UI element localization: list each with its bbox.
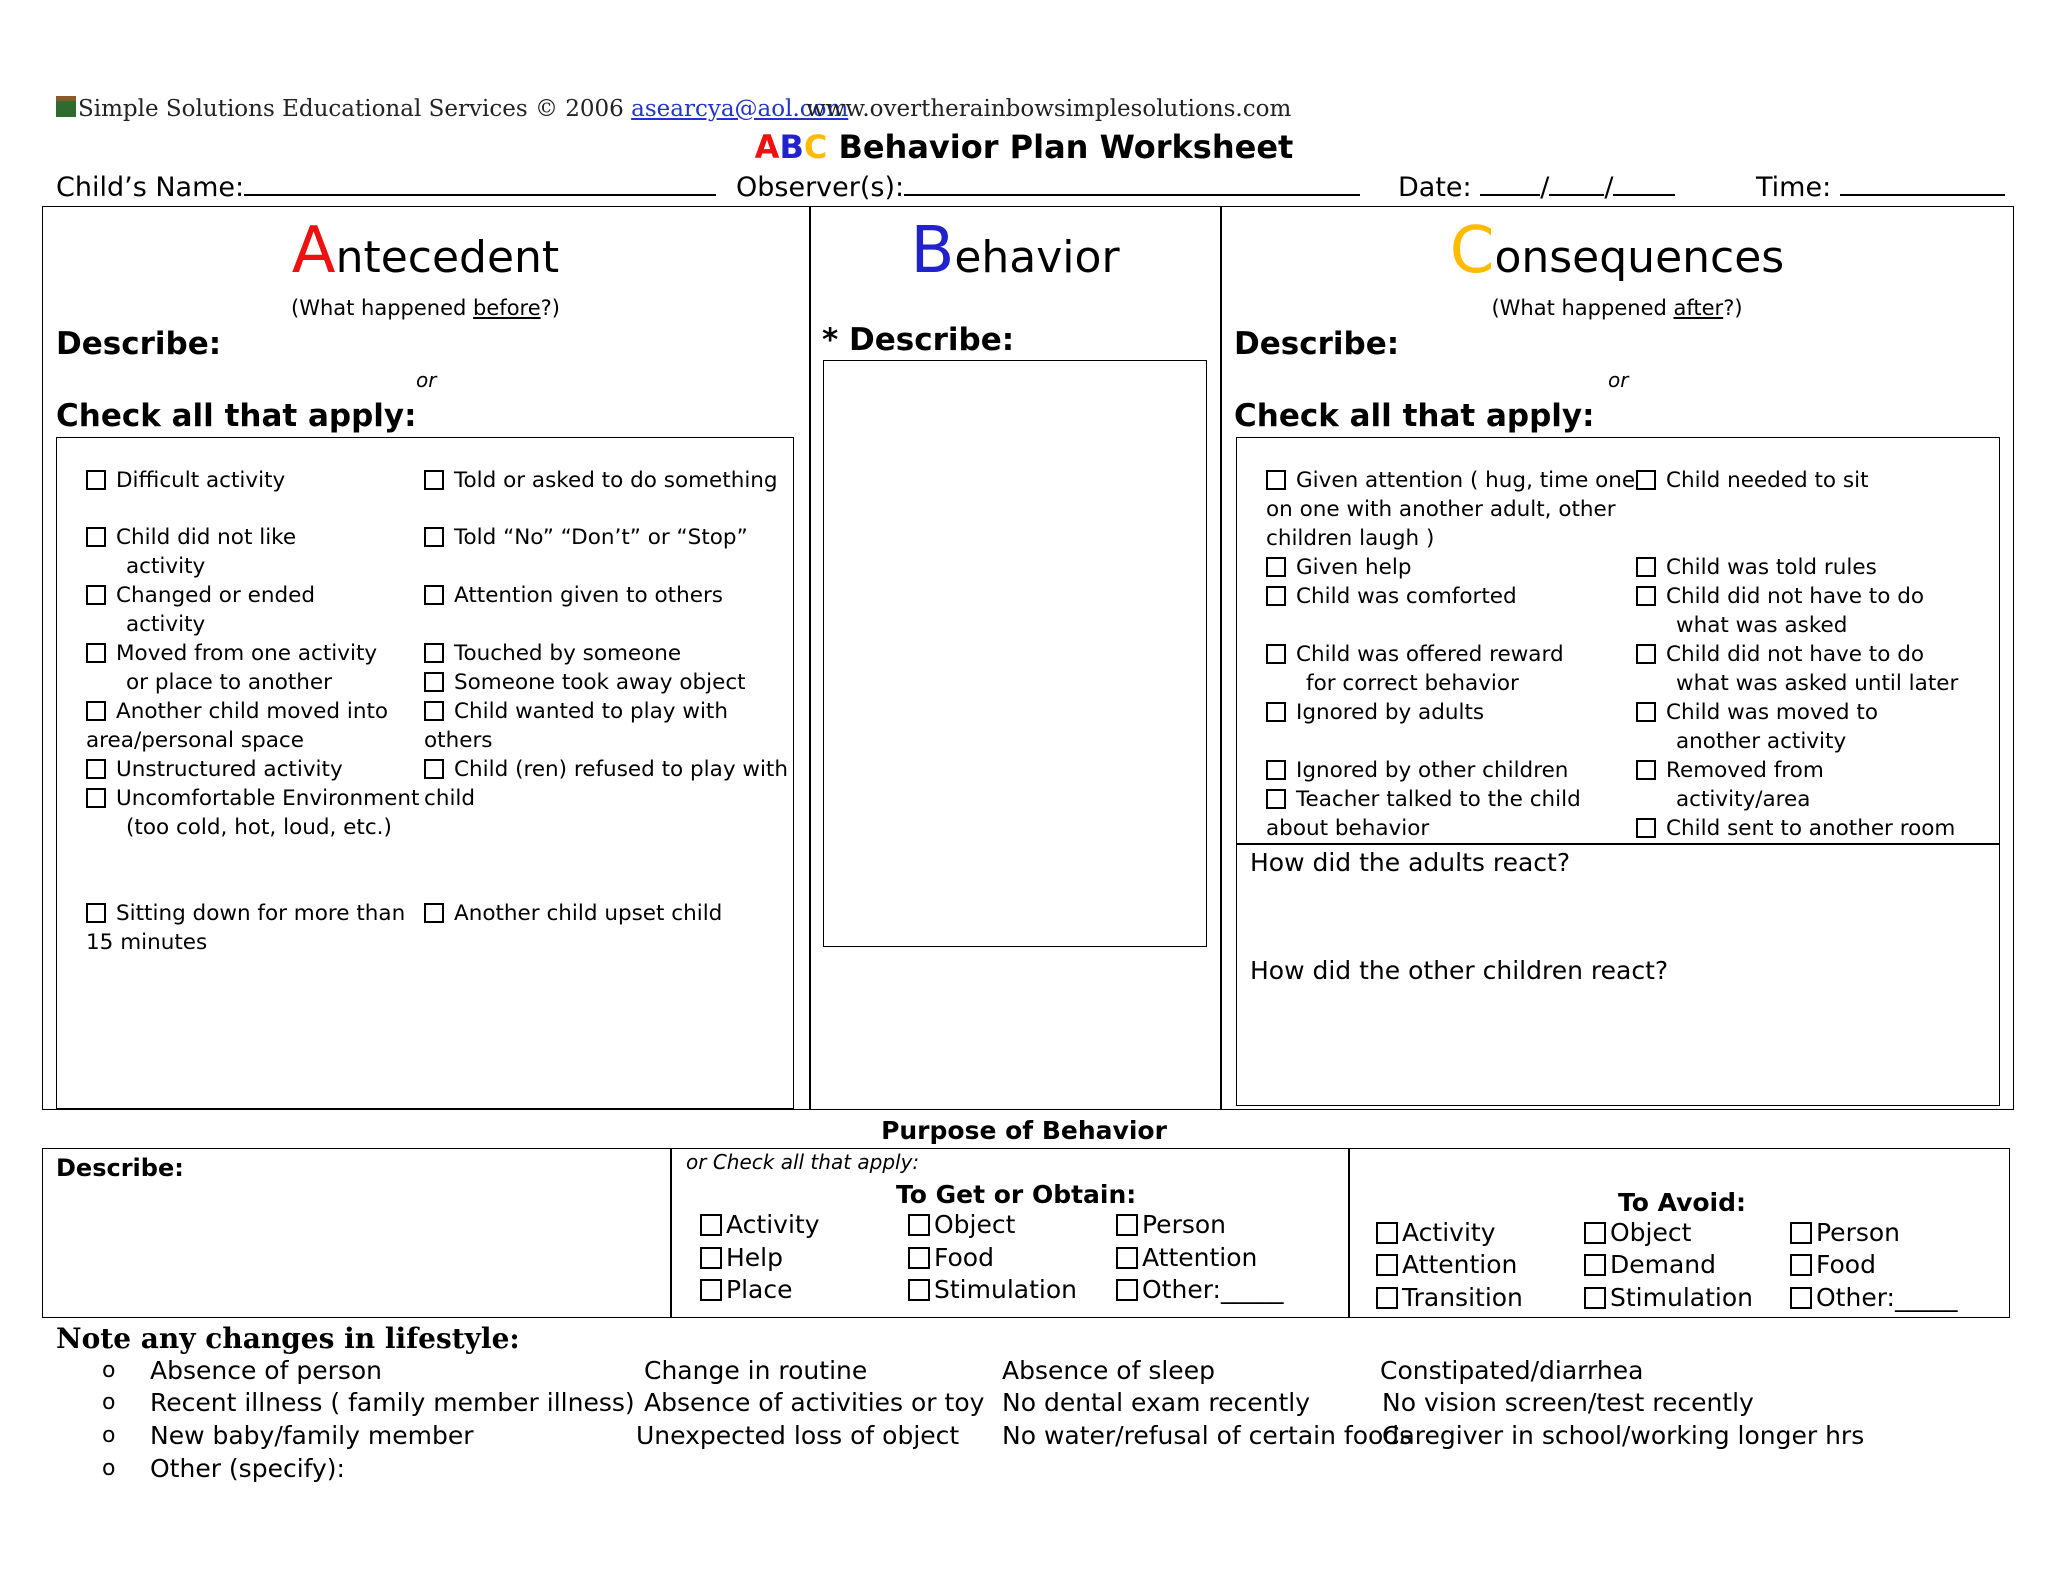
checkbox-item[interactable]	[424, 581, 723, 610]
purpose-label: Attention	[1142, 1243, 1258, 1272]
purpose-avoid-item[interactable]	[1376, 1218, 1496, 1247]
checkbox-label: Told or asked to do something	[454, 468, 778, 493]
purpose-title: Purpose of Behavior	[881, 1116, 1167, 1145]
logo-icon	[56, 96, 76, 117]
consequences-heading: Consequences	[1449, 214, 1785, 288]
purpose-get-item[interactable]	[1116, 1243, 1257, 1272]
checkbox-item[interactable]	[424, 639, 681, 668]
purpose-label: Object	[1610, 1218, 1692, 1247]
purpose-label: Stimulation	[934, 1275, 1077, 1304]
checkbox-label: Child did not like	[116, 525, 297, 550]
adults-react-question: How did the adults react?	[1250, 848, 1571, 877]
checkbox[interactable]	[1636, 760, 1656, 780]
checkbox[interactable]	[1376, 1287, 1398, 1309]
lifestyle-item[interactable]: Caregiver in school/working longer hrs	[1382, 1421, 1865, 1450]
divider	[809, 206, 811, 1110]
checkbox-label-cont: (too cold, hot, loud, etc.)	[126, 815, 392, 840]
checkbox[interactable]	[424, 759, 444, 779]
checkbox-label: Child did not have to do	[1666, 584, 1925, 609]
purpose-label: Person	[1142, 1210, 1227, 1239]
checkbox[interactable]	[908, 1214, 930, 1236]
checkbox[interactable]	[1636, 644, 1656, 664]
checkbox-label-cont: area/personal space	[86, 728, 304, 753]
checkbox-label: Child needed to sit	[1666, 468, 1869, 493]
checkbox[interactable]	[1790, 1222, 1812, 1244]
divider	[1236, 843, 2000, 845]
checkbox-label: Child sent to another room	[1666, 816, 1956, 841]
bullet-icon: o	[102, 1390, 116, 1415]
purpose-label: Food	[934, 1243, 994, 1272]
checkbox[interactable]	[1116, 1214, 1138, 1236]
checkbox-label-cont: what was asked	[1676, 613, 1848, 638]
checkbox[interactable]	[86, 470, 106, 490]
checkbox-label: Child was offered reward	[1296, 642, 1564, 667]
checkbox[interactable]	[1266, 702, 1286, 722]
purpose-avoid-item[interactable]	[1376, 1283, 1523, 1312]
checkbox-label: Child was told rules	[1666, 555, 1877, 580]
checkbox-item[interactable]	[86, 697, 388, 755]
checkbox-item[interactable]	[1636, 814, 1955, 843]
to-get-title: To Get or Obtain:	[896, 1180, 1137, 1209]
checkbox[interactable]	[908, 1279, 930, 1301]
checkbox[interactable]	[424, 672, 444, 692]
checkbox[interactable]	[86, 527, 106, 547]
checkbox-item[interactable]	[86, 466, 285, 495]
divider	[1220, 206, 1222, 1110]
purpose-label: Transition	[1402, 1283, 1523, 1312]
antecedent-subtitle: (What happened before?)	[291, 296, 560, 320]
website-text: www.overtherainbowsimplesolutions.com	[806, 96, 1292, 122]
checkbox-label-cont: another activity	[1676, 729, 1847, 754]
purpose-describe-label: Describe:	[56, 1154, 184, 1182]
checkbox-label: Given attention ( hug, time one	[1296, 468, 1636, 493]
checkbox-label: Ignored by other children	[1296, 758, 1569, 783]
checkbox-label: Unstructured activity	[116, 757, 343, 782]
checkbox[interactable]	[1636, 470, 1656, 490]
checkbox-item[interactable]	[1636, 640, 1958, 698]
checkbox-label: Uncomfortable Environment	[116, 786, 420, 811]
checkbox-label: Teacher talked to the child	[1296, 787, 1581, 812]
checkbox-label-cont: or place to another	[126, 670, 333, 695]
checkbox[interactable]	[1584, 1222, 1606, 1244]
child-name-field[interactable]: Child’s Name:	[56, 172, 716, 203]
checkbox-label-cont: for correct behavior	[1306, 671, 1519, 696]
checkbox-label: Sitting down for more than	[116, 901, 406, 926]
checkbox[interactable]	[424, 527, 444, 547]
checkbox[interactable]	[1266, 557, 1286, 577]
children-react-question: How did the other children react?	[1250, 956, 1669, 985]
checkbox-label: Touched by someone	[454, 641, 682, 666]
lifestyle-item[interactable]: New baby/family member	[150, 1421, 474, 1450]
purpose-get-item[interactable]	[908, 1210, 1015, 1239]
purpose-label: Activity	[1402, 1218, 1496, 1247]
behavior-heading: Behavior	[910, 214, 1120, 288]
purpose-label: Demand	[1610, 1250, 1717, 1279]
purpose-get-item[interactable]	[1116, 1210, 1226, 1239]
checkbox-label-cont: others	[424, 728, 493, 753]
checkbox[interactable]	[700, 1247, 722, 1269]
checkbox[interactable]	[86, 788, 106, 808]
purpose-avoid-item[interactable]	[1584, 1218, 1691, 1247]
divider	[670, 1148, 672, 1318]
checkbox-item[interactable]	[1636, 698, 1878, 756]
checkbox[interactable]	[908, 1247, 930, 1269]
page-title: ABC Behavior Plan Worksheet	[754, 128, 1294, 166]
lifestyle-item[interactable]: Absence of activities or toy	[644, 1388, 985, 1417]
purpose-label: Food	[1816, 1250, 1876, 1279]
consequences-subtitle: (What happened after?)	[1491, 296, 1743, 320]
checkbox-label: Removed from	[1666, 758, 1824, 783]
checkbox[interactable]	[424, 701, 444, 721]
checkbox[interactable]	[424, 585, 444, 605]
lifestyle-item[interactable]: Absence of person	[150, 1356, 383, 1385]
checkbox[interactable]	[1266, 586, 1286, 606]
lifestyle-item[interactable]: No vision screen/test recently	[1382, 1388, 1754, 1417]
checkbox-item[interactable]	[86, 784, 419, 842]
checkbox-label: Child did not have to do	[1666, 642, 1925, 667]
checkbox[interactable]	[424, 903, 444, 923]
checkbox-item[interactable]	[1266, 582, 1517, 611]
checkbox[interactable]	[1790, 1287, 1812, 1309]
checkbox[interactable]	[1116, 1279, 1138, 1301]
checkbox-label: Child wanted to play with	[454, 699, 728, 724]
checkbox[interactable]	[1266, 760, 1286, 780]
checkbox-label: Given help	[1296, 555, 1412, 580]
checkbox-item[interactable]	[1636, 553, 1877, 582]
date-field[interactable]: Date: / /	[1398, 172, 1675, 203]
checkbox[interactable]	[700, 1214, 722, 1236]
purpose-label: Other:_____	[1816, 1283, 1958, 1312]
checkbox[interactable]	[1266, 644, 1286, 664]
checkbox-label: Changed or ended	[116, 583, 316, 608]
checkbox-label: Child (ren) refused to play with	[454, 757, 788, 782]
checkbox-label-cont: child	[424, 786, 476, 811]
lifestyle-item[interactable]: Unexpected loss of object	[636, 1421, 960, 1450]
checkbox[interactable]	[1636, 557, 1656, 577]
checkbox-item[interactable]	[1266, 698, 1484, 727]
checkbox[interactable]	[1636, 818, 1656, 838]
checkbox-item[interactable]	[86, 639, 377, 697]
checkbox-label-cont: activity	[126, 612, 206, 637]
checkbox-item[interactable]	[424, 899, 722, 928]
checkbox-label-cont: activity	[126, 554, 206, 579]
checkbox[interactable]	[424, 470, 444, 490]
checkbox-item[interactable]	[1266, 785, 1581, 843]
checkbox-label: Another child moved into	[116, 699, 389, 724]
purpose-label: Place	[726, 1275, 793, 1304]
antecedent-check-label: Check all that apply:	[56, 398, 417, 434]
checkbox[interactable]	[1636, 586, 1656, 606]
behavior-describe-box[interactable]	[823, 360, 1207, 947]
bullet-icon: o	[102, 1423, 116, 1448]
checkbox[interactable]	[1116, 1247, 1138, 1269]
lifestyle-item[interactable]: Absence of sleep	[1002, 1356, 1215, 1385]
purpose-get-item[interactable]	[908, 1275, 1077, 1304]
purpose-avoid-item[interactable]	[1584, 1250, 1716, 1279]
antecedent-heading: Antecedent	[291, 214, 560, 288]
bullet-icon: o	[102, 1456, 116, 1481]
checkbox-label: Someone took away object	[454, 670, 746, 695]
lifestyle-item[interactable]: Change in routine	[644, 1356, 868, 1385]
purpose-get-item[interactable]	[700, 1275, 792, 1304]
consequences-describe-label: Describe:	[1234, 326, 1400, 362]
checkbox-item[interactable]	[1266, 640, 1564, 698]
bullet-icon: o	[102, 1358, 116, 1383]
checkbox[interactable]	[86, 585, 106, 605]
checkbox-item[interactable]	[424, 668, 746, 697]
antecedent-or: or	[416, 368, 437, 392]
purpose-get-item[interactable]	[700, 1210, 820, 1239]
checkbox[interactable]	[86, 643, 106, 663]
lifestyle-item[interactable]: Recent illness ( family member illness)	[150, 1388, 635, 1417]
email-link[interactable]: asearcya@aol.com	[631, 96, 849, 122]
checkbox-label: Child was moved to	[1666, 700, 1878, 725]
checkbox[interactable]	[1584, 1254, 1606, 1276]
purpose-avoid-item[interactable]	[1584, 1283, 1753, 1312]
purpose-label: Person	[1816, 1218, 1901, 1247]
checkbox-label: Attention given to others	[454, 583, 723, 608]
checkbox-item[interactable]	[86, 523, 296, 581]
purpose-avoid-item[interactable]	[1790, 1218, 1900, 1247]
purpose-label: Stimulation	[1610, 1283, 1753, 1312]
checkbox-label-cont: on one with another adult, other	[1266, 497, 1616, 522]
checkbox-label: Moved from one activity	[116, 641, 378, 666]
divider	[1348, 1148, 1350, 1318]
behavior-describe-label: * Describe:	[822, 322, 1015, 358]
to-avoid-title: To Avoid:	[1618, 1188, 1747, 1217]
checkbox[interactable]	[1376, 1254, 1398, 1276]
checkbox[interactable]	[86, 701, 106, 721]
checkbox-label-cont: children laugh )	[1266, 526, 1435, 551]
purpose-get-item[interactable]	[700, 1243, 783, 1272]
checkbox-item[interactable]	[424, 755, 788, 813]
checkbox-label-cont: 15 minutes	[86, 930, 208, 955]
checkbox-item[interactable]	[1266, 466, 1635, 553]
checkbox-item[interactable]	[1266, 553, 1412, 582]
observer-field[interactable]: Observer(s):	[736, 172, 1360, 203]
lifestyle-item[interactable]: Other (specify):	[150, 1454, 345, 1483]
checkbox[interactable]	[1266, 470, 1286, 490]
time-field[interactable]: Time:	[1756, 172, 2005, 203]
checkbox[interactable]	[1584, 1287, 1606, 1309]
checkbox[interactable]	[1266, 789, 1286, 809]
purpose-get-item[interactable]	[908, 1243, 994, 1272]
purpose-or-check: or Check all that apply:	[686, 1150, 920, 1174]
checkbox-label: Told “No” “Don’t” or “Stop”	[454, 525, 748, 550]
checkbox-label-cont: activity/area	[1676, 787, 1811, 812]
lifestyle-title: Note any changes in lifestyle:	[56, 1322, 520, 1355]
checkbox-label: Child was comforted	[1296, 584, 1517, 609]
checkbox[interactable]	[424, 643, 444, 663]
checkbox[interactable]	[1790, 1254, 1812, 1276]
lifestyle-item[interactable]: Constipated/diarrhea	[1380, 1356, 1644, 1385]
checkbox-item[interactable]	[424, 697, 728, 755]
checkbox-label: Difficult activity	[116, 468, 286, 493]
checkbox-item[interactable]	[86, 899, 405, 957]
antecedent-describe-label: Describe:	[56, 326, 222, 362]
purpose-label: Activity	[726, 1210, 820, 1239]
checkbox-label: Another child upset child	[454, 901, 723, 926]
checkbox[interactable]	[700, 1279, 722, 1301]
purpose-label: Object	[934, 1210, 1016, 1239]
checkbox-label: Ignored by adults	[1296, 700, 1485, 725]
checkbox-item[interactable]	[1636, 466, 1869, 495]
lifestyle-item[interactable]: No dental exam recently	[1002, 1388, 1311, 1417]
checkbox[interactable]	[86, 759, 106, 779]
purpose-label: Other:_____	[1142, 1275, 1284, 1304]
checkbox-item[interactable]	[86, 755, 343, 784]
checkbox-item[interactable]	[86, 581, 315, 639]
purpose-avoid-item[interactable]	[1790, 1283, 1957, 1312]
purpose-avoid-item[interactable]	[1790, 1250, 1876, 1279]
purpose-label: Attention	[1402, 1250, 1518, 1279]
consequences-check-label: Check all that apply:	[1234, 398, 1595, 434]
checkbox[interactable]	[1376, 1222, 1398, 1244]
checkbox[interactable]	[1636, 702, 1656, 722]
consequences-or: or	[1608, 368, 1629, 392]
checkbox-label-cont: what was asked until later	[1676, 671, 1959, 696]
checkbox-item[interactable]	[1266, 756, 1568, 785]
lifestyle-item[interactable]: No water/refusal of certain foods	[1002, 1421, 1413, 1450]
checkbox[interactable]	[86, 903, 106, 923]
checkbox-item[interactable]	[1636, 756, 1824, 814]
purpose-avoid-item[interactable]	[1376, 1250, 1517, 1279]
purpose-label: Help	[726, 1243, 783, 1272]
checkbox-label-cont: about behavior	[1266, 816, 1430, 841]
purpose-get-item[interactable]	[1116, 1275, 1283, 1304]
checkbox-item[interactable]	[1636, 582, 1924, 640]
checkbox-item[interactable]	[424, 523, 748, 552]
header-org: Simple Solutions Educational Services © 2006 asearcya@aol.com	[56, 96, 848, 122]
checkbox-item[interactable]	[424, 466, 778, 495]
